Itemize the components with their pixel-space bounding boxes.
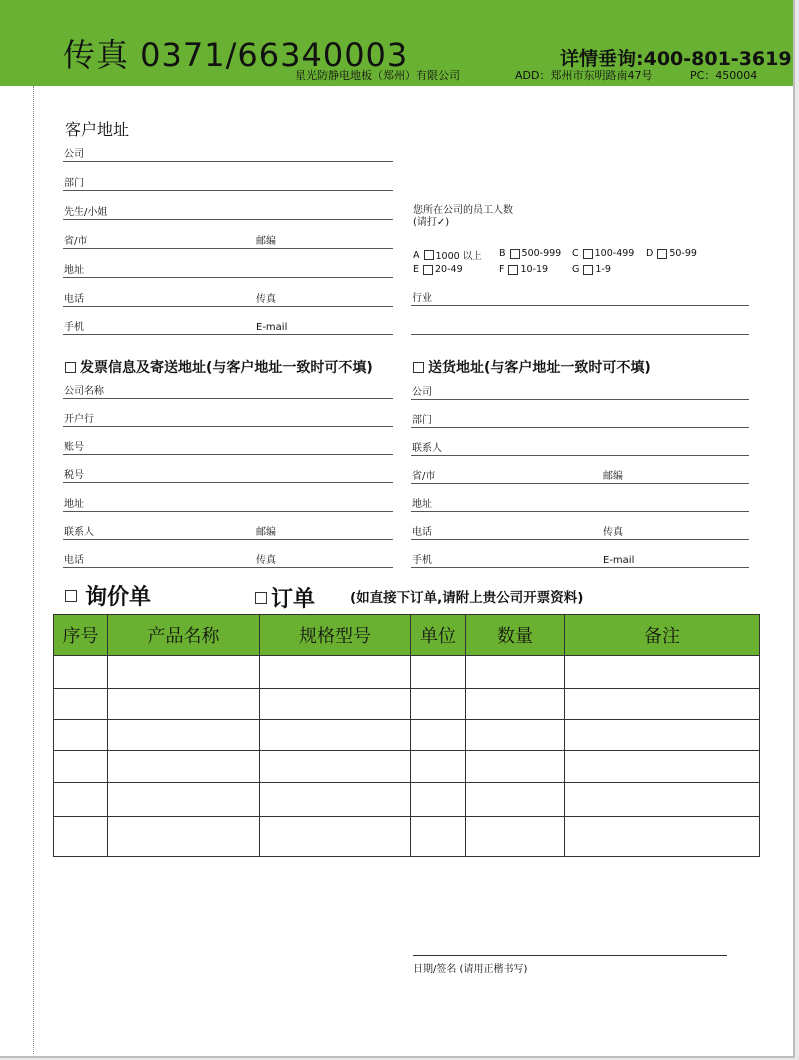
customer-dept-field[interactable] (63, 171, 393, 191)
option-key: C (572, 248, 579, 259)
delivery-section-toggle[interactable] (413, 357, 651, 377)
checkbox[interactable] (424, 250, 434, 260)
table-cell[interactable] (108, 783, 260, 817)
table-row (54, 783, 760, 817)
option-key: F (499, 264, 505, 275)
checkbox[interactable] (423, 265, 433, 275)
delivery-dept-field[interactable] (411, 408, 749, 428)
delivery-contact-field[interactable] (411, 436, 749, 456)
field-label: 手机 (64, 322, 84, 333)
invoice-account-field[interactable] (63, 435, 393, 455)
company-address: ADD：郑州市东明路南47号 (515, 69, 653, 82)
table-cell[interactable] (411, 751, 466, 783)
industry-field[interactable] (411, 286, 749, 306)
delivery-section-title: 送货地址(与客户地址一致时可不填) (428, 360, 651, 376)
table-cell[interactable] (466, 783, 565, 817)
field-label: 地址 (64, 265, 84, 276)
table-cell[interactable] (466, 751, 565, 783)
table-cell[interactable] (466, 720, 565, 751)
delivery-mobile-email-field[interactable] (411, 548, 749, 568)
table-row (54, 720, 760, 751)
table-cell[interactable] (54, 783, 108, 817)
header-spec: 规格型号 (260, 615, 411, 656)
option-key: G (572, 264, 580, 275)
field-label: 传真 (256, 555, 276, 566)
table-cell[interactable] (108, 656, 260, 689)
field-label: 邮编 (256, 527, 276, 538)
option-label: 1-9 (595, 264, 611, 275)
table-cell[interactable] (565, 656, 760, 689)
binding-margin-line (33, 86, 34, 1054)
field-label: 账号 (64, 442, 84, 453)
invoice-contact-zip-field[interactable] (63, 520, 393, 540)
customer-mobile-email-field[interactable] (63, 315, 393, 335)
field-label: 部门 (64, 178, 84, 189)
header-remarks: 备注 (565, 615, 760, 656)
option-key: E (413, 264, 420, 275)
hotline: 详情垂询:400-801-3619 (560, 48, 792, 70)
option-label: 1000 以上 (435, 251, 482, 262)
table-cell[interactable] (54, 689, 108, 720)
employee-option-f[interactable] (499, 264, 548, 275)
items-table-body (54, 656, 760, 857)
table-cell[interactable] (260, 751, 411, 783)
employee-option-e[interactable] (413, 264, 463, 275)
option-label: 100-499 (594, 248, 635, 259)
field-label: 部门 (412, 415, 432, 426)
delivery-phone-fax-field[interactable] (411, 520, 749, 540)
customer-phone-fax-field[interactable] (63, 287, 393, 307)
table-cell[interactable] (411, 817, 466, 857)
table-row (54, 751, 760, 783)
field-label: 传真 (603, 527, 623, 538)
table-cell[interactable] (565, 783, 760, 817)
table-cell[interactable] (108, 751, 260, 783)
table-cell[interactable] (260, 720, 411, 751)
table-cell[interactable] (565, 817, 760, 857)
industry-field-extra[interactable] (411, 315, 749, 335)
checkbox[interactable] (510, 249, 520, 259)
field-label: 传真 (256, 294, 276, 305)
signature-label: 日期/签名 (请用正楷书写) (413, 964, 528, 975)
table-cell[interactable] (108, 689, 260, 720)
postcode: PC：450004 (690, 69, 758, 82)
table-cell[interactable] (260, 783, 411, 817)
field-label: 地址 (64, 499, 84, 510)
delivery-address-field[interactable] (411, 492, 749, 512)
customer-section-title: 客户地址 (65, 120, 130, 139)
employee-option-c[interactable] (572, 248, 634, 259)
inquiry-toggle[interactable] (65, 580, 151, 611)
table-cell[interactable] (565, 689, 760, 720)
header-unit: 单位 (411, 615, 466, 656)
invoice-section-title: 发票信息及寄送地址(与客户地址一致时可不填) (80, 360, 373, 376)
table-cell[interactable] (565, 751, 760, 783)
employee-count-question: 您所在公司的员工人数 (413, 205, 513, 216)
employee-option-d[interactable] (646, 248, 697, 259)
option-label: 10-19 (520, 264, 549, 275)
inquiry-label: 询价单 (85, 585, 152, 610)
table-cell[interactable] (108, 817, 260, 857)
order-toggle[interactable] (255, 582, 315, 613)
order-note: (如直接下订单,请附上贵公司开票资料) (350, 590, 584, 606)
invoice-company-field[interactable] (63, 379, 393, 399)
table-cell[interactable] (466, 689, 565, 720)
table-row (54, 817, 760, 857)
fax-number-title: 传真 0371/66340003 (63, 36, 409, 74)
field-label: 电话 (64, 294, 84, 305)
checkbox[interactable] (508, 265, 518, 275)
field-label: 联系人 (64, 527, 94, 538)
order-label: 订单 (271, 587, 316, 612)
table-cell[interactable] (411, 720, 466, 751)
option-label: 20-49 (435, 264, 463, 275)
employee-count-hint: (请打✓) (413, 217, 450, 228)
field-label: 电话 (64, 555, 84, 566)
field-label: 电话 (412, 527, 432, 538)
checkbox[interactable] (657, 249, 667, 259)
customer-province-zip-field[interactable] (63, 229, 393, 249)
field-label: 省/市 (64, 236, 88, 247)
company-name: 星光防静电地板（郑州）有限公司 (295, 69, 460, 82)
field-label: 公司 (64, 149, 84, 160)
option-key: B (499, 248, 506, 259)
table-cell[interactable] (565, 720, 760, 751)
field-label: E-mail (603, 555, 635, 566)
option-label: 500-999 (521, 248, 562, 259)
signature-line[interactable] (413, 955, 727, 956)
table-cell[interactable] (260, 817, 411, 857)
customer-name-field[interactable] (63, 200, 393, 220)
field-label: 行业 (412, 293, 432, 304)
checkbox[interactable] (583, 265, 593, 275)
employee-option-g[interactable] (572, 264, 611, 275)
checkbox[interactable] (413, 362, 424, 373)
header-quantity: 数量 (466, 615, 565, 656)
field-label: E-mail (256, 322, 288, 333)
table-cell[interactable] (54, 817, 108, 857)
table-cell[interactable] (260, 689, 411, 720)
checkbox[interactable] (255, 592, 267, 604)
option-key: A (413, 249, 420, 261)
table-cell[interactable] (411, 783, 466, 817)
invoice-section-toggle[interactable] (65, 357, 373, 377)
field-label: 联系人 (412, 443, 442, 454)
field-label: 手机 (412, 555, 432, 566)
header-product-name: 产品名称 (108, 615, 260, 656)
invoice-tax-field[interactable] (63, 463, 393, 483)
table-header-row (54, 615, 760, 656)
invoice-phone-fax-field[interactable] (63, 548, 393, 568)
table-cell[interactable] (260, 656, 411, 689)
items-table (53, 614, 760, 857)
checkbox[interactable] (65, 590, 77, 602)
table-cell[interactable] (54, 751, 108, 783)
option-label: 50-99 (669, 248, 697, 259)
table-cell[interactable] (411, 689, 466, 720)
table-cell[interactable] (54, 720, 108, 751)
table-cell[interactable] (411, 656, 466, 689)
header-band (0, 0, 793, 86)
customer-address-field[interactable] (63, 258, 393, 278)
delivery-company-field[interactable] (411, 380, 749, 400)
field-label: 地址 (412, 499, 432, 510)
invoice-address-field[interactable] (63, 492, 393, 512)
header-index: 序号 (54, 615, 108, 656)
table-cell[interactable] (466, 656, 565, 689)
field-label: 先生/小姐 (64, 207, 108, 218)
option-key: D (646, 248, 654, 259)
checkbox[interactable] (583, 249, 593, 259)
invoice-bank-field[interactable] (63, 407, 393, 427)
field-label: 省/市 (412, 471, 436, 482)
table-cell[interactable] (108, 720, 260, 751)
table-row (54, 689, 760, 720)
checkbox[interactable] (65, 362, 76, 373)
delivery-province-zip-field[interactable] (411, 464, 749, 484)
field-label: 开户行 (64, 414, 94, 425)
field-label: 税号 (64, 470, 84, 481)
field-label: 公司名称 (64, 386, 104, 397)
table-row (54, 656, 760, 689)
employee-option-b[interactable] (499, 248, 561, 259)
table-cell[interactable] (54, 656, 108, 689)
customer-company-field[interactable] (63, 142, 393, 162)
table-cell[interactable] (466, 817, 565, 857)
field-label: 公司 (412, 387, 432, 398)
field-label: 邮编 (603, 471, 623, 482)
employee-option-a[interactable] (413, 248, 482, 262)
field-label: 邮编 (256, 236, 276, 247)
